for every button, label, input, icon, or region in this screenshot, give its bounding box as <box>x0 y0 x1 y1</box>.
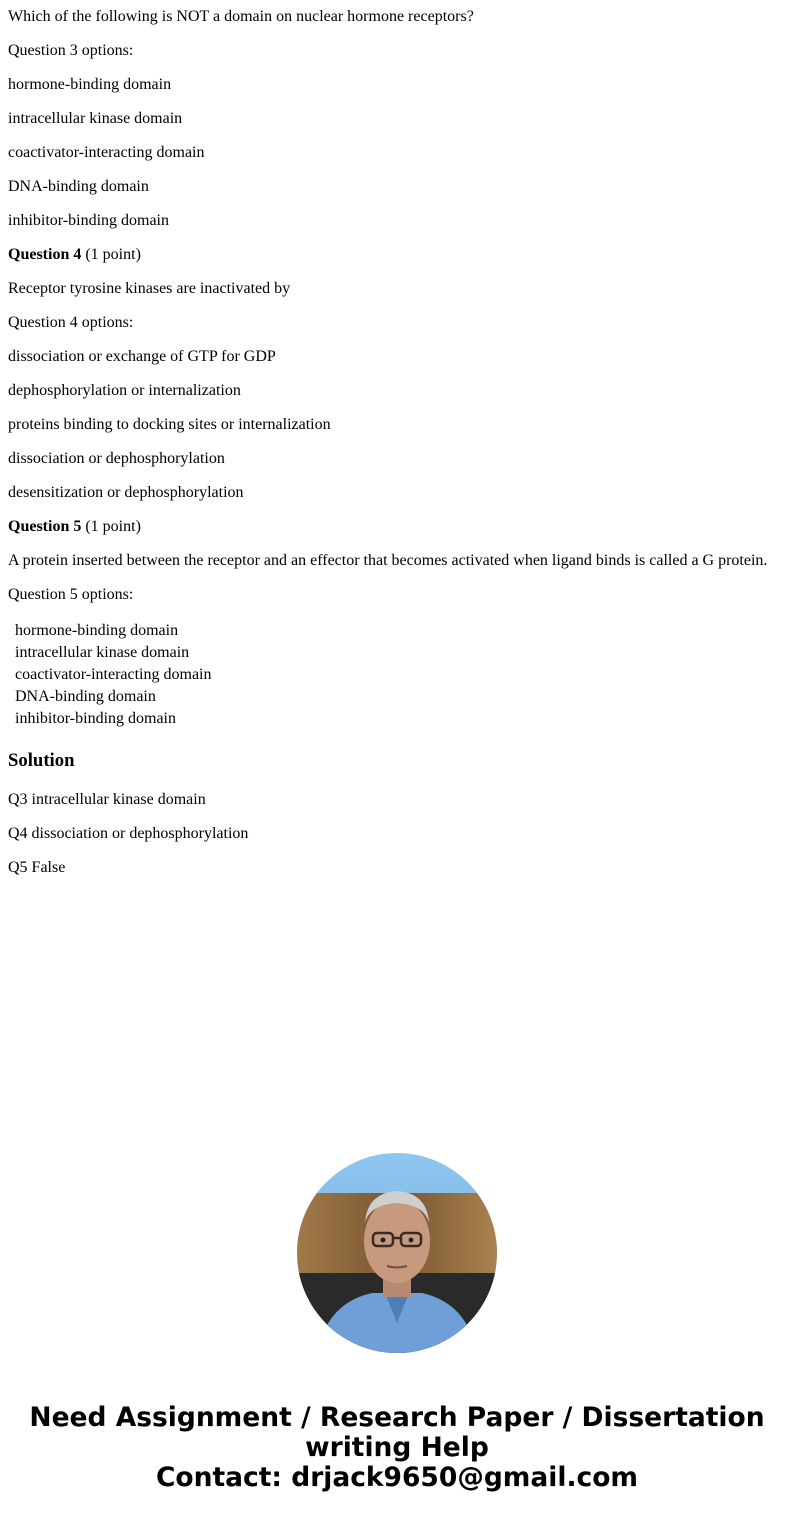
q5-options-label: Question 5 options: <box>8 586 134 603</box>
promo-line-2: writing Help <box>305 1432 489 1463</box>
q4-option-1: dissociation or exchange of GTP for GDP <box>8 348 276 365</box>
promo-contact: Contact: drjack9650@gmail.com <box>155 1462 639 1493</box>
q5-option-2: intracellular kinase domain <box>15 644 190 661</box>
q3-option-4: DNA-binding domain <box>8 178 149 195</box>
q5-points: (1 point) <box>85 518 141 535</box>
q4-option-3: proteins binding to docking sites or internalization <box>8 416 331 433</box>
q4-option-2: dephosphorylation or internalization <box>8 382 241 399</box>
q3-option-1: hormone-binding domain <box>8 76 172 93</box>
q3-option-5: inhibitor-binding domain <box>8 212 169 229</box>
q3-option-2: intracellular kinase domain <box>8 110 183 127</box>
promo-banner <box>0 1403 794 1493</box>
q4-option-4: dissociation or dephosphorylation <box>8 450 225 467</box>
solution-answer-q3: Q3 intracellular kinase domain <box>8 791 206 808</box>
q5-option-3: coactivator-interacting domain <box>15 666 212 683</box>
q5-option-4: DNA-binding domain <box>15 688 156 705</box>
solution-answer-q4: Q4 dissociation or dephosphorylation <box>8 825 249 842</box>
q3-option-3: coactivator-interacting domain <box>8 144 205 161</box>
q5-option-1: hormone-binding domain <box>15 622 179 639</box>
q5-options-list <box>15 622 211 732</box>
q4-heading <box>8 246 141 264</box>
q3-question: Which of the following is NOT a domain on nuclear hormone receptors? <box>8 8 474 25</box>
q4-option-5: desensitization or dephosphorylation <box>8 484 244 501</box>
q4-points: (1 point) <box>85 246 141 263</box>
q5-heading-title: Question 5 <box>8 518 82 535</box>
q3-options-label: Question 3 options: <box>8 42 134 59</box>
q5-question: A protein inserted between the receptor and an effector that becomes activated when ligand binds is called a G protein. <box>8 552 768 569</box>
q4-heading-title: Question 4 <box>8 246 82 263</box>
solution-heading: Solution <box>8 750 75 771</box>
q4-question: Receptor tyrosine kinases are inactivated by <box>8 280 291 297</box>
q4-options-label: Question 4 options: <box>8 314 134 331</box>
promo-line-1: Need Assignment / Research Paper / Dissertation <box>29 1402 765 1433</box>
q5-heading <box>8 518 141 536</box>
solution-answer-q5: Q5 False <box>8 859 66 876</box>
author-avatar <box>297 1153 497 1353</box>
q5-option-5: inhibitor-binding domain <box>15 710 176 727</box>
author-portrait-image <box>297 1153 497 1353</box>
